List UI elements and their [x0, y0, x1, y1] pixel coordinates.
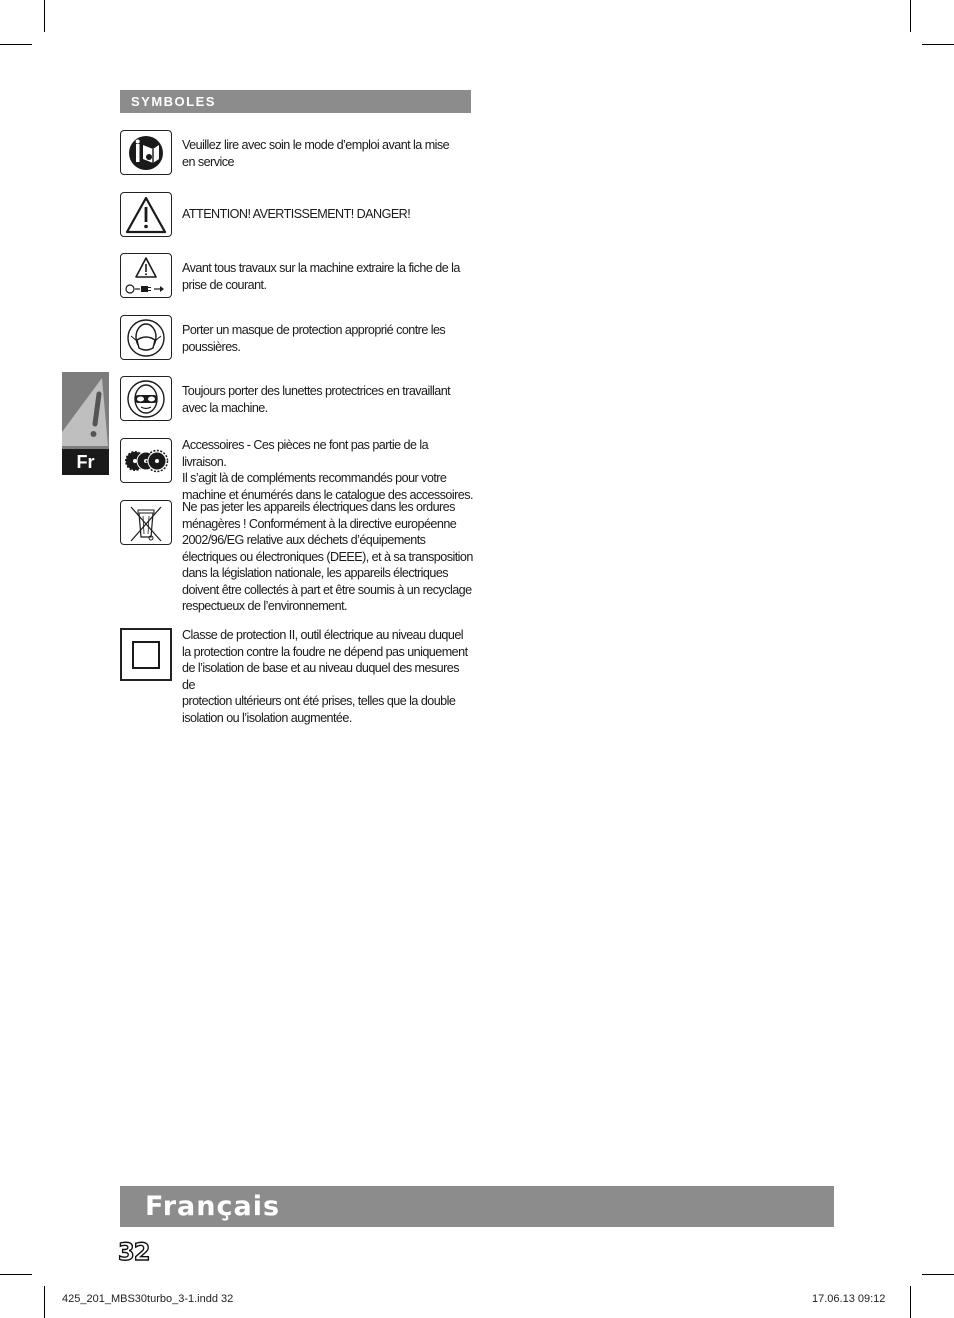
language-tab — [62, 372, 109, 475]
warning-triangle-icon — [120, 192, 172, 237]
read-manual-icon — [120, 130, 172, 175]
safety-goggles-icon — [120, 376, 172, 421]
crop-mark — [922, 1274, 954, 1275]
crop-mark — [0, 1274, 32, 1275]
unplug-warning-icon — [120, 253, 172, 298]
symbol-description: Avant tous travaux sur la machine extraire la fiche de la prise de courant. — [182, 261, 460, 292]
language-label: Fr — [62, 449, 109, 475]
symbol-description: Accessoires - Ces pièces ne font pas partie de la livraison. Il s’agit là de compléments recommandés pour votre machine et énumérés dans le catalogue des accessoires. — [182, 438, 473, 502]
dust-mask-icon — [120, 315, 172, 360]
symbol-description: Veuillez lire avec soin le mode d’emploi avant la mise en service — [182, 138, 450, 169]
crop-mark — [910, 1286, 911, 1318]
crop-mark — [44, 1286, 45, 1318]
section-title: SYMBOLES — [120, 90, 471, 113]
saw-blades-icon — [120, 438, 172, 483]
symbol-description: ATTENTION! AVERTISSEMENT! DANGER! — [182, 207, 411, 221]
crop-mark — [922, 44, 954, 45]
symbol-description: Ne pas jeter les appareils électriques dans les ordures ménagères ! Conformément à la directive européenne 2002/96/EG relative aux déchets d’équipements électriques ou électroniques (DEEE), et à sa transposition dans la législation nationale, les appareils électriques doivent être collectés à part et être soumis à un recyclage respectueux de l’environnement. — [182, 500, 473, 613]
print-slug-datetime: 17.06.13 09:12 — [812, 1293, 886, 1305]
symbol-description: Porter un masque de protection approprié contre les poussières. — [182, 323, 446, 354]
language-name: Français — [145, 1191, 281, 1222]
language-footer-band — [120, 1186, 834, 1227]
symbol-description: Classe de protection II, outil électrique au niveau duquel la protection contre la foudre ne dépend pas uniquement de l’isolation de base et au niveau duquel des mesures de protection ultérieurs ont été prises, telles que la double isolation ou l’isolation augmentée. — [182, 628, 468, 725]
crop-mark — [44, 0, 45, 32]
crop-mark — [910, 0, 911, 32]
symbol-description: Toujours porter des lunettes protectrices en travaillant avec la machine. — [182, 384, 451, 415]
weee-bin-icon — [120, 500, 172, 545]
double-insulation-icon — [120, 628, 172, 681]
warning-exclamation-icon — [62, 372, 109, 452]
crop-mark — [0, 44, 32, 45]
print-slug-file: 425_201_MBS30turbo_3-1.indd 32 — [62, 1293, 234, 1305]
page-number: 32 — [118, 1238, 150, 1266]
